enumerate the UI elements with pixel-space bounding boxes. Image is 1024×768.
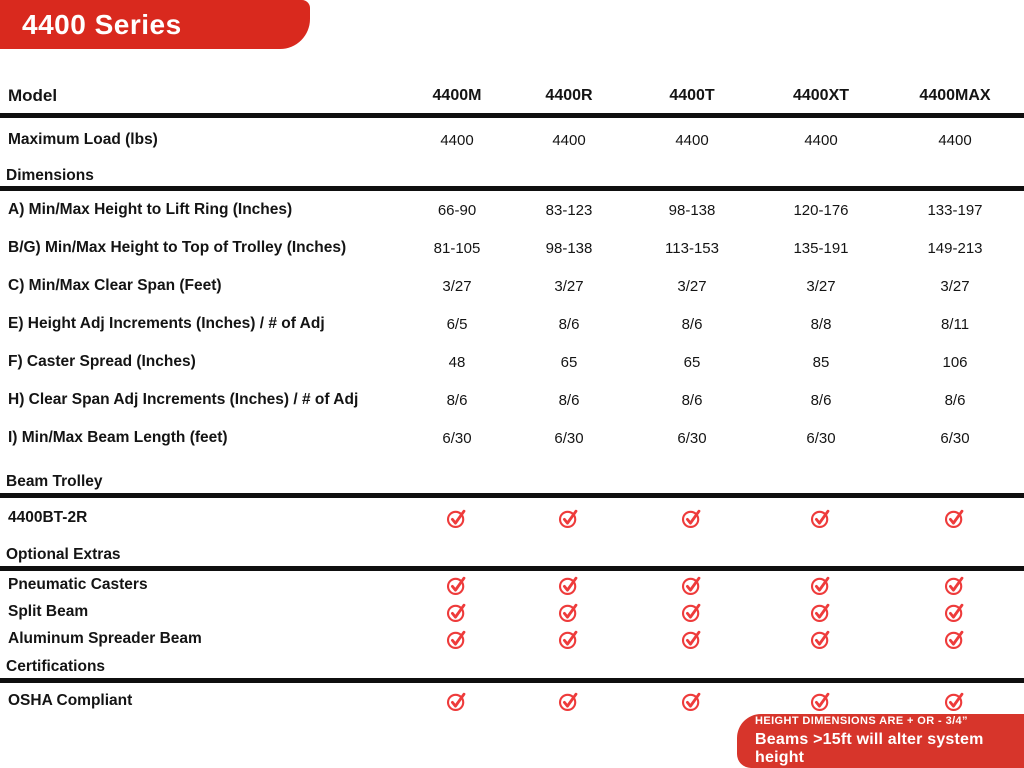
check-icon bbox=[681, 573, 703, 597]
cell-value: 8/6 bbox=[810, 391, 832, 409]
cell-value: 65 bbox=[683, 353, 701, 371]
check-icon bbox=[558, 600, 580, 624]
row-label: Aluminum Spreader Beam bbox=[8, 629, 202, 647]
table-row bbox=[0, 118, 1024, 162]
series-title: 4400 Series bbox=[22, 8, 182, 40]
cell-value bbox=[404, 689, 510, 713]
check-icon bbox=[681, 689, 703, 713]
table-row bbox=[0, 598, 1024, 625]
table-row bbox=[0, 229, 1024, 267]
table-row bbox=[0, 343, 1024, 381]
cell-value: 66-90 bbox=[437, 201, 477, 219]
section-title-beam-trolley: Beam Trolley bbox=[6, 473, 103, 490]
cell-value: 3/27 bbox=[554, 277, 584, 295]
check-icon bbox=[558, 627, 580, 651]
cell-value: 4400 bbox=[938, 131, 972, 149]
section-title-certifications: Certifications bbox=[6, 658, 106, 675]
check-icon bbox=[446, 689, 468, 713]
cell-value bbox=[886, 627, 1024, 651]
cell-value: 8/8 bbox=[810, 315, 832, 333]
cell-value bbox=[886, 573, 1024, 597]
cell-value: 83-123 bbox=[545, 201, 593, 219]
row-label: A) Min/Max Height to Lift Ring (Inches) bbox=[8, 201, 293, 218]
check-icon bbox=[944, 506, 966, 530]
footnote-box bbox=[737, 714, 1024, 768]
row-label: H) Clear Span Adj Increments (Inches) / # of Adj bbox=[8, 391, 359, 408]
table-row bbox=[0, 191, 1024, 229]
cell-value: 113-153 bbox=[665, 239, 719, 257]
cell-value: 4400 bbox=[440, 131, 474, 149]
check-icon bbox=[810, 689, 832, 713]
cell-value bbox=[510, 600, 628, 624]
section-rows bbox=[0, 498, 1024, 538]
cell-value: 48 bbox=[448, 353, 466, 371]
cell-value: 98-138 bbox=[545, 239, 593, 257]
cell-value: 133-197 bbox=[927, 201, 983, 219]
cell-value: 3/27 bbox=[940, 277, 970, 295]
model-header-4400xt: 4400XT bbox=[792, 86, 850, 104]
model-header-4400t: 4400T bbox=[669, 86, 715, 104]
check-icon bbox=[810, 627, 832, 651]
cell-value: 6/5 bbox=[446, 315, 468, 333]
cell-value: 8/6 bbox=[446, 391, 468, 409]
table-row bbox=[0, 381, 1024, 419]
cell-value bbox=[756, 506, 886, 530]
cell-value bbox=[510, 689, 628, 713]
cell-value bbox=[510, 506, 628, 530]
cell-value: 8/11 bbox=[940, 315, 970, 333]
cell-value: 8/6 bbox=[558, 391, 580, 409]
row-label: E) Height Adj Increments (Inches) / # of Adj bbox=[8, 315, 325, 332]
check-icon bbox=[810, 573, 832, 597]
table-row bbox=[0, 498, 1024, 538]
spec-table-body bbox=[0, 118, 1024, 719]
check-icon bbox=[944, 600, 966, 624]
model-column-header: Model bbox=[8, 85, 58, 105]
cell-value bbox=[510, 627, 628, 651]
check-icon bbox=[944, 689, 966, 713]
check-icon bbox=[558, 573, 580, 597]
cell-value bbox=[510, 573, 628, 597]
cell-value bbox=[756, 689, 886, 713]
cell-value: 6/30 bbox=[554, 429, 584, 447]
cell-value: 135-191 bbox=[793, 239, 849, 257]
cell-value bbox=[628, 573, 756, 597]
cell-value: 8/6 bbox=[944, 391, 966, 409]
check-icon bbox=[810, 506, 832, 530]
footnote-line-2: Beams >15ft will alter system height bbox=[755, 731, 984, 766]
check-icon bbox=[681, 506, 703, 530]
check-icon bbox=[681, 600, 703, 624]
cell-value: 149-213 bbox=[927, 239, 983, 257]
check-icon bbox=[558, 689, 580, 713]
cell-value bbox=[628, 506, 756, 530]
row-label: F) Caster Spread (Inches) bbox=[8, 353, 196, 370]
cell-value bbox=[886, 506, 1024, 530]
spec-table bbox=[0, 78, 1024, 719]
cell-value bbox=[628, 689, 756, 713]
cell-value: 6/30 bbox=[677, 429, 707, 447]
cell-value bbox=[404, 573, 510, 597]
check-icon bbox=[558, 506, 580, 530]
cell-value bbox=[404, 506, 510, 530]
check-icon bbox=[681, 627, 703, 651]
cell-value: 3/27 bbox=[442, 277, 472, 295]
cell-value: 4400 bbox=[675, 131, 709, 149]
cell-value bbox=[628, 627, 756, 651]
model-header-4400max: 4400MAX bbox=[919, 86, 991, 104]
section-title-dimensions: Dimensions bbox=[6, 167, 94, 184]
table-header-row bbox=[0, 78, 1024, 113]
table-row bbox=[0, 571, 1024, 598]
cell-value: 8/6 bbox=[558, 315, 580, 333]
section-rows bbox=[0, 118, 1024, 162]
model-header-4400m: 4400M bbox=[432, 86, 482, 104]
row-label: B/G) Min/Max Height to Top of Trolley (Inches) bbox=[8, 239, 347, 256]
cell-value: 65 bbox=[560, 353, 578, 371]
cell-value: 6/30 bbox=[806, 429, 836, 447]
section-title-optional-extras: Optional Extras bbox=[6, 546, 121, 563]
cell-value: 98-138 bbox=[668, 201, 716, 219]
cell-value bbox=[756, 600, 886, 624]
row-label: C) Min/Max Clear Span (Feet) bbox=[8, 277, 222, 294]
cell-value: 3/27 bbox=[806, 277, 836, 295]
cell-value bbox=[886, 600, 1024, 624]
table-row bbox=[0, 625, 1024, 652]
check-icon bbox=[446, 573, 468, 597]
cell-value: 4400 bbox=[552, 131, 586, 149]
check-icon bbox=[810, 600, 832, 624]
model-header-4400r: 4400R bbox=[545, 86, 593, 104]
cell-value: 3/27 bbox=[677, 277, 707, 295]
cell-value: 6/30 bbox=[940, 429, 970, 447]
cell-value bbox=[756, 627, 886, 651]
check-icon bbox=[944, 573, 966, 597]
cell-value: 81-105 bbox=[433, 239, 481, 257]
table-row bbox=[0, 419, 1024, 457]
table-row bbox=[0, 267, 1024, 305]
cell-value: 85 bbox=[812, 353, 830, 371]
row-label: OSHA Compliant bbox=[8, 692, 133, 709]
cell-value bbox=[404, 627, 510, 651]
cell-value: 6/30 bbox=[442, 429, 472, 447]
row-label: Pneumatic Casters bbox=[8, 575, 148, 593]
row-label: I) Min/Max Beam Length (feet) bbox=[8, 429, 228, 446]
row-label: 4400BT-2R bbox=[8, 509, 88, 526]
check-icon bbox=[446, 627, 468, 651]
check-icon bbox=[446, 600, 468, 624]
cell-value: 8/6 bbox=[681, 315, 703, 333]
section-rows bbox=[0, 191, 1024, 457]
cell-value: 4400 bbox=[804, 131, 838, 149]
footnote-line-1: HEIGHT DIMENSIONS ARE + OR - 3/4” bbox=[755, 715, 968, 727]
cell-value: 8/6 bbox=[681, 391, 703, 409]
table-row bbox=[0, 305, 1024, 343]
cell-value: 106 bbox=[942, 353, 968, 371]
cell-value bbox=[404, 600, 510, 624]
series-banner bbox=[0, 0, 310, 49]
section-rows bbox=[0, 571, 1024, 652]
row-label: Maximum Load (lbs) bbox=[8, 131, 158, 148]
cell-value bbox=[628, 600, 756, 624]
cell-value bbox=[756, 573, 886, 597]
check-icon bbox=[944, 627, 966, 651]
cell-value: 120-176 bbox=[793, 201, 849, 219]
row-label: Split Beam bbox=[8, 602, 89, 620]
cell-value bbox=[886, 689, 1024, 713]
check-icon bbox=[446, 506, 468, 530]
